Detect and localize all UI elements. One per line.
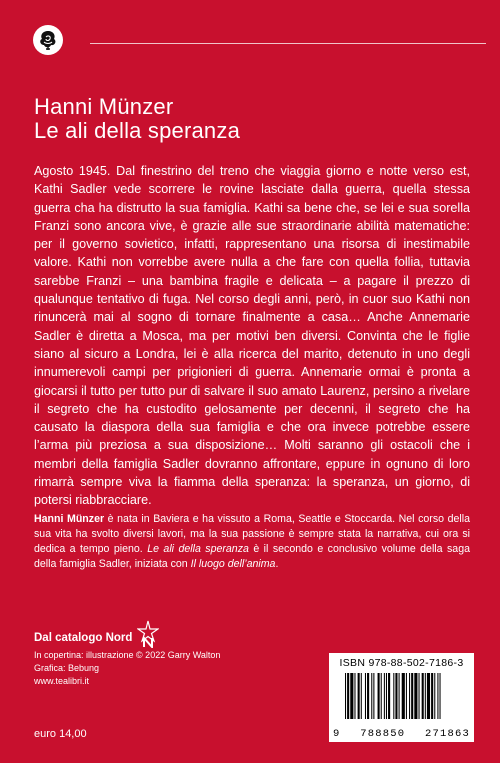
bio-title-1: Le ali della speranza	[147, 543, 249, 555]
barcode-digits-right: 271863	[424, 728, 470, 740]
barcode-digits-left: 788850	[360, 728, 406, 740]
catalog-line	[34, 617, 159, 645]
book-title: Le ali della speranza	[34, 118, 241, 143]
barcode-bar	[365, 673, 366, 719]
barcode-bar	[427, 673, 430, 719]
barcode-bar	[373, 673, 374, 719]
barcode-bar	[345, 673, 346, 719]
barcode-bar	[434, 673, 435, 719]
barcode-bar	[350, 673, 353, 719]
barcode-bar	[414, 673, 417, 719]
barcode-bar	[371, 673, 372, 719]
barcode	[343, 673, 467, 729]
bio-text-2: è il secondo e conclusivo volume della saga della famiglia Sadler, iniziata con	[34, 543, 470, 570]
bio-author-name: Hanni Münzer	[34, 513, 105, 525]
barcode-bar	[422, 673, 424, 719]
barcode-bar	[399, 673, 400, 719]
barcode-bar	[395, 673, 397, 719]
barcode-bar	[393, 673, 394, 719]
credits	[34, 649, 220, 674]
barcode-bar	[402, 673, 405, 719]
barcode-bar	[406, 673, 407, 719]
barcode-bar	[361, 673, 362, 719]
barcode-bar	[411, 673, 413, 719]
publisher-rose-logo	[33, 25, 63, 55]
barcode-bar	[425, 673, 426, 719]
bio-text-1: è nata in Baviera e ha vissuto a Roma, Seattle e Stoccarda. Nel corso della sua vita ha svolto diversi lavori, ma la sua passione è sempre stata la narrativa, cui ora si dedica a tempo pieno.	[34, 513, 470, 555]
publisher-website[interactable]: www.tealibri.it	[34, 676, 90, 686]
barcode-bar	[431, 673, 433, 719]
barcode-bar	[409, 673, 410, 719]
barcode-bar	[440, 673, 441, 719]
barcode-bar	[354, 673, 355, 719]
cover-credit: In copertina: illustrazione © 2022 Garry Walton	[34, 650, 221, 660]
barcode-bar	[437, 673, 438, 719]
bio-title-2: Il luogo dell’anima	[190, 558, 276, 570]
barcode-bar	[381, 673, 382, 719]
design-credit: Grafica: Bebung	[34, 662, 100, 673]
bio-text-3: .	[275, 558, 279, 570]
author-bio	[34, 512, 470, 572]
barcode-bar	[388, 673, 390, 719]
barcode-digits	[333, 728, 470, 740]
isbn-label: ISBN 978-88-502-7186-3	[339, 657, 464, 669]
barcode-bar	[384, 673, 385, 719]
barcode-bar	[419, 673, 420, 719]
author-name: Hanni Münzer	[34, 94, 174, 119]
barcode-bar	[358, 673, 360, 719]
barcode-bar	[378, 673, 380, 719]
barcode-bar	[386, 673, 387, 719]
nord-star-logo	[137, 620, 159, 648]
barcode-bar	[347, 673, 349, 719]
book-synopsis: Agosto 1945. Dal finestrino del treno che viaggia giorno e notte verso est, Kathi Sadler vede scorrere le rovine lasciate dalla guerra, quella stessa guerra cha ha distrutto la sua famiglia. Kathi sa bene che, se lei e sua sorella Franzi sono ancora vive, è grazie alle sue straordinarie abilità matematiche: per il governo sovietico, infatti, rappresentano una risorsa di inestimabile valore. Kathi non vorrebbe avere nulla a che fare con quella follia, tuttavia sarebbe Franzi – una bambina fragile e delicata – a pagare il prezzo di qualunque tentativo di fuga. Nel corso degli anni, però, in cuor suo Kathi non rinuncerà mai al sogno di tornare finalmente a casa… Anche Annemarie Sadler è diretta a Mosca, ma per motivi ben diversi. Convinta che le figlie siano al sicuro a Londra, lei è alla ricerca del marito, detenuto in uno degli innumerevoli campi per prigionieri di guerra. Annemarie ormai è pronta a giocarsi il tutto per tutto pur di salvare il suo amato Laurenz, persino a rivelare il segreto che ha custodito gelosamente per decenni, il segreto che ha causato la diaspora della sua famiglia e che ora invece potrebbe essere l’arma più preziosa a sua disposizione… Molti saranno gli ostacoli che i membri della famiglia Sadler dovranno affrontare, eppure in ognuno di loro rimarrà sempre viva la fiamma della speranza: la speranza, un giorno, di potersi riabbracciare.	[34, 164, 470, 508]
barcode-digit-first: 9	[333, 728, 341, 740]
barcode-bar	[367, 673, 369, 719]
catalog-label: Dal catalogo Nord	[34, 632, 133, 644]
header-divider	[90, 43, 486, 44]
isbn-barcode-block	[329, 653, 474, 742]
price: euro 14,00	[34, 728, 87, 740]
